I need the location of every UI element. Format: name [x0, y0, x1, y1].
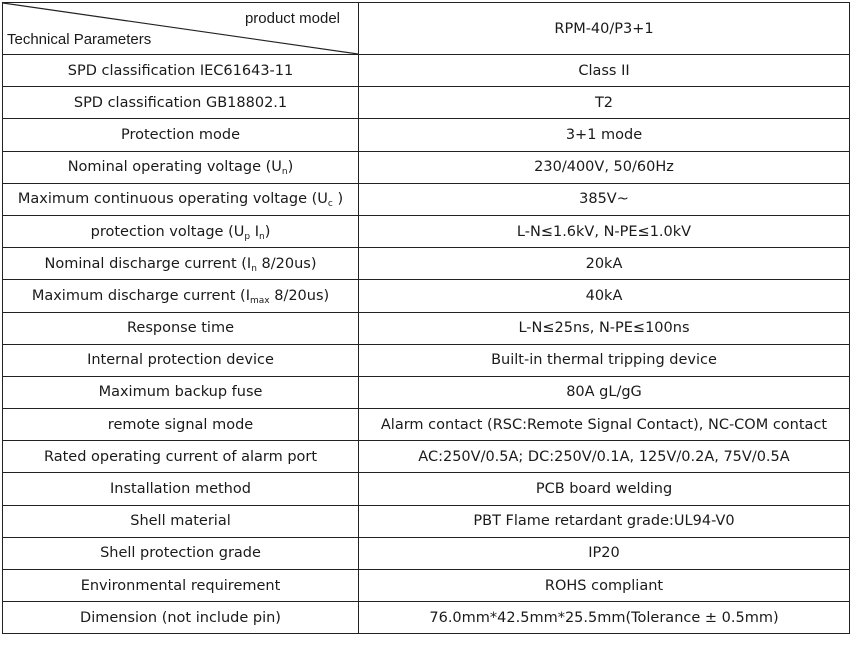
table-row — [3, 55, 850, 87]
param-cell: remote signal mode — [3, 409, 359, 441]
table-row — [3, 344, 850, 376]
model-cell: RPM-40/P3+1 — [359, 3, 850, 55]
param-cell: protection voltage ($U_p$ $I_n$) — [3, 215, 359, 247]
param-cell: SPD classification IEC61643-11 — [3, 55, 359, 87]
table-row — [3, 409, 850, 441]
param-cell: Installation method — [3, 473, 359, 505]
value-cell: AC:250V/0.5A; DC:250V/0.1A, 125V/0.2A, 75V/0.5A — [359, 441, 850, 473]
param-cell: Nominal discharge current ($I_n$ 8/20us) — [3, 248, 359, 280]
table-row — [3, 87, 850, 119]
value-cell: Built-in thermal tripping device — [359, 344, 850, 376]
technical-parameters-label: Technical Parameters — [7, 31, 152, 48]
param-cell: Shell material — [3, 505, 359, 537]
table-row — [3, 537, 850, 569]
table-row — [3, 312, 850, 344]
value-cell: 76.0mm*42.5mm*25.5mm(Tolerance ± 0.5mm) — [359, 602, 850, 634]
param-cell: Rated operating current of alarm port — [3, 441, 359, 473]
value-cell: 3+1 mode — [359, 119, 850, 151]
table-row — [3, 505, 850, 537]
table-row — [3, 151, 850, 183]
param-cell: Maximum discharge current ($I_{max}$ 8/20us) — [3, 280, 359, 312]
value-cell: L-N≤1.6kV, N-PE≤1.0kV — [359, 215, 850, 247]
param-cell: Dimension (not include pin) — [3, 602, 359, 634]
product-model-label: product model — [244, 10, 340, 27]
param-cell: Maximum continuous operating voltage ($U_c$ ) — [3, 183, 359, 215]
value-cell: PBT Flame retardant grade:UL94-V0 — [359, 505, 850, 537]
value-cell: L-N≤25ns, N-PE≤100ns — [359, 312, 850, 344]
param-cell: Maximum backup fuse — [3, 376, 359, 408]
header-row — [3, 3, 850, 55]
table-row — [3, 215, 850, 247]
value-cell: T2 — [359, 87, 850, 119]
param-cell: Response time — [3, 312, 359, 344]
table-row — [3, 570, 850, 602]
param-cell: Protection mode — [3, 119, 359, 151]
param-cell: SPD classification GB18802.1 — [3, 87, 359, 119]
value-cell: 20kA — [359, 248, 850, 280]
value-cell: Alarm contact (RSC:Remote Signal Contact), NC-COM contact — [359, 409, 850, 441]
value-cell: ROHS compliant — [359, 570, 850, 602]
value-cell: PCB board welding — [359, 473, 850, 505]
param-cell: Internal protection device — [3, 344, 359, 376]
table-row — [3, 602, 850, 634]
param-cell: Shell protection grade — [3, 537, 359, 569]
value-cell: Class II — [359, 55, 850, 87]
param-cell: Environmental requirement — [3, 570, 359, 602]
value-cell: 40kA — [359, 280, 850, 312]
table-row — [3, 473, 850, 505]
table-row — [3, 441, 850, 473]
technical-parameters-table — [2, 2, 850, 634]
table-row — [3, 119, 850, 151]
table-row — [3, 280, 850, 312]
value-cell: 80A gL/gG — [359, 376, 850, 408]
param-cell: Nominal operating voltage $(U_n)$ — [3, 151, 359, 183]
value-cell: 230/400V, 50/60Hz — [359, 151, 850, 183]
diagonal-header-cell — [3, 3, 359, 55]
table-row — [3, 248, 850, 280]
table-row — [3, 183, 850, 215]
value-cell: 385V~ — [359, 183, 850, 215]
table-row — [3, 376, 850, 408]
value-cell: IP20 — [359, 537, 850, 569]
